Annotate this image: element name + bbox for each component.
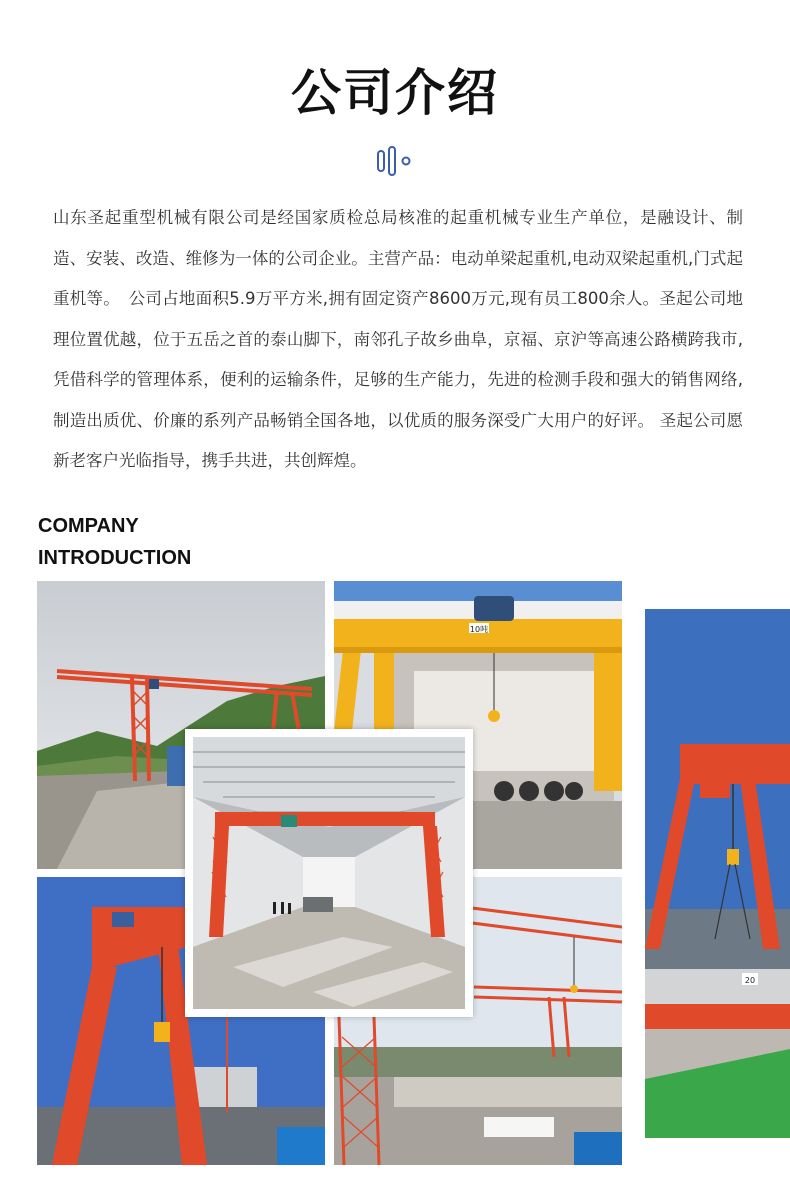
page-title: 公司介绍	[291, 64, 499, 122]
yard-plate-number: 20	[744, 976, 756, 985]
crane-capacity-sign: 10吨	[469, 625, 489, 634]
company-intro-text: 山东圣起重型机械有限公司是经国家质检总局核准的起重机械专业生产单位，是融设计、制造、安装、改造、维修为一体的公司企业。主营产品：电动单梁起重机,电动双梁起重机,门式起重机等。 公司占地面积5.9万平方米,拥有固定资产8600万元,现有员工800余人。圣起公司地理位置优越，位于五岳之首的泰山脚下，南邻孔子故乡曲阜，京福、京沪等高速公路横跨我市,凭借科学的管理体系，便利的运输条件，足够的生产能力，先进的检测手段和强大的销售网络,制造出质优、价廉的系列产品畅销全国各地，以优质的服务深受广大用户的好评。 圣起公司愿新老客户光临指导，携手共进，共创辉煌。	[53, 208, 743, 470]
photo-red-gantry-crane-tall	[645, 609, 790, 1138]
section-title-line2: INTRODUCTION	[38, 547, 192, 569]
section-title-english	[38, 510, 191, 574]
photo-workshop-gantry-crane	[185, 729, 473, 1017]
section-title-line1: COMPANY	[38, 515, 139, 537]
decorative-bars-icon	[375, 146, 415, 176]
